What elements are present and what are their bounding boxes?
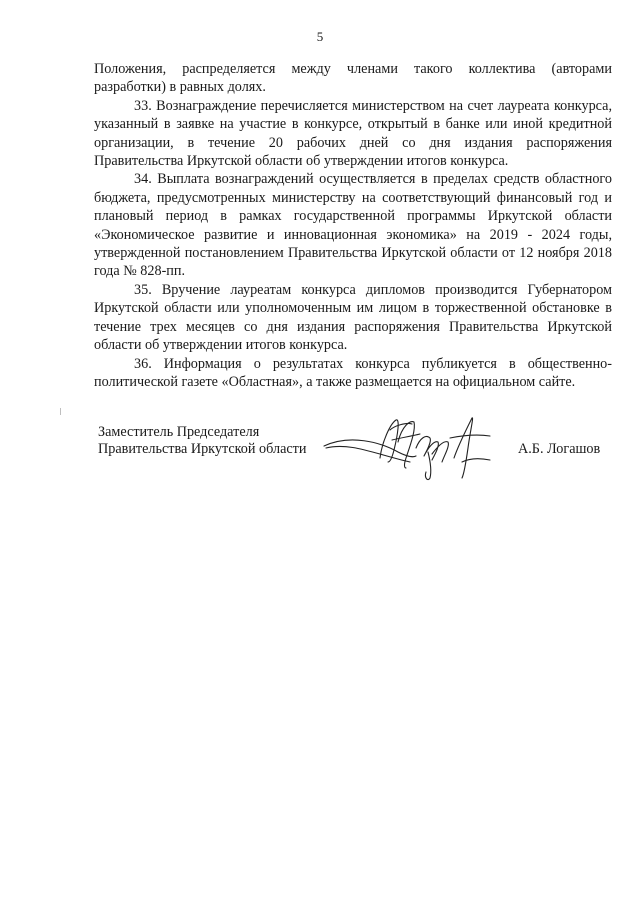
paragraph-33: 33. Вознаграждение перечисляется министерством на счет лауреата конкурса, указанный в заявке на участие в конкурсе, открытый в банке или иной кредитной организации, в течение 20 рабочих дней со дня издания распоряжения Правительства Иркутской области об утверждении итогов конкурса. <box>94 97 612 170</box>
paragraph-35: 35. Вручение лауреатам конкурса дипломов производится Губернатором Иркутской области или уполномоченным им лицом в торжественной обстановке в течение трех месяцев со дня издания распоряжения Правительства Иркутской области об утверждении итогов конкурса. <box>94 281 612 354</box>
signer-position-line-2: Правительства Иркутской области <box>98 440 307 457</box>
paragraph-36: 36. Информация о результатах конкурса публикуется в общественно-политической газете «Областная», а также размещается на официальном сайте. <box>94 355 612 390</box>
document-body <box>94 60 612 391</box>
paragraph-34: 34. Выплата вознаграждений осуществляется в пределах средств областного бюджета, предусмотренных министерству на соответствующий финансовый год и плановый период в рамках государственной программы Иркутской области «Экономическое развитие и инновационная экономика» на 2019 - 2024 годы, утвержденной постановлением Правительства Иркутской области от 12 ноября 2018 года № 828-пп. <box>94 171 612 280</box>
signer-position <box>98 424 306 457</box>
signature-block <box>98 412 618 492</box>
paragraph-continuation: Положения, распределяется между членами такого коллектива (авторами разработки) в равных долях. <box>94 61 612 96</box>
margin-mark <box>60 408 61 415</box>
handwritten-signature <box>320 412 510 482</box>
page-number: 5 <box>316 29 324 44</box>
signer-position-line-1: Заместитель Председателя <box>98 424 260 440</box>
signer-name: А.Б. Логашов <box>518 441 601 457</box>
